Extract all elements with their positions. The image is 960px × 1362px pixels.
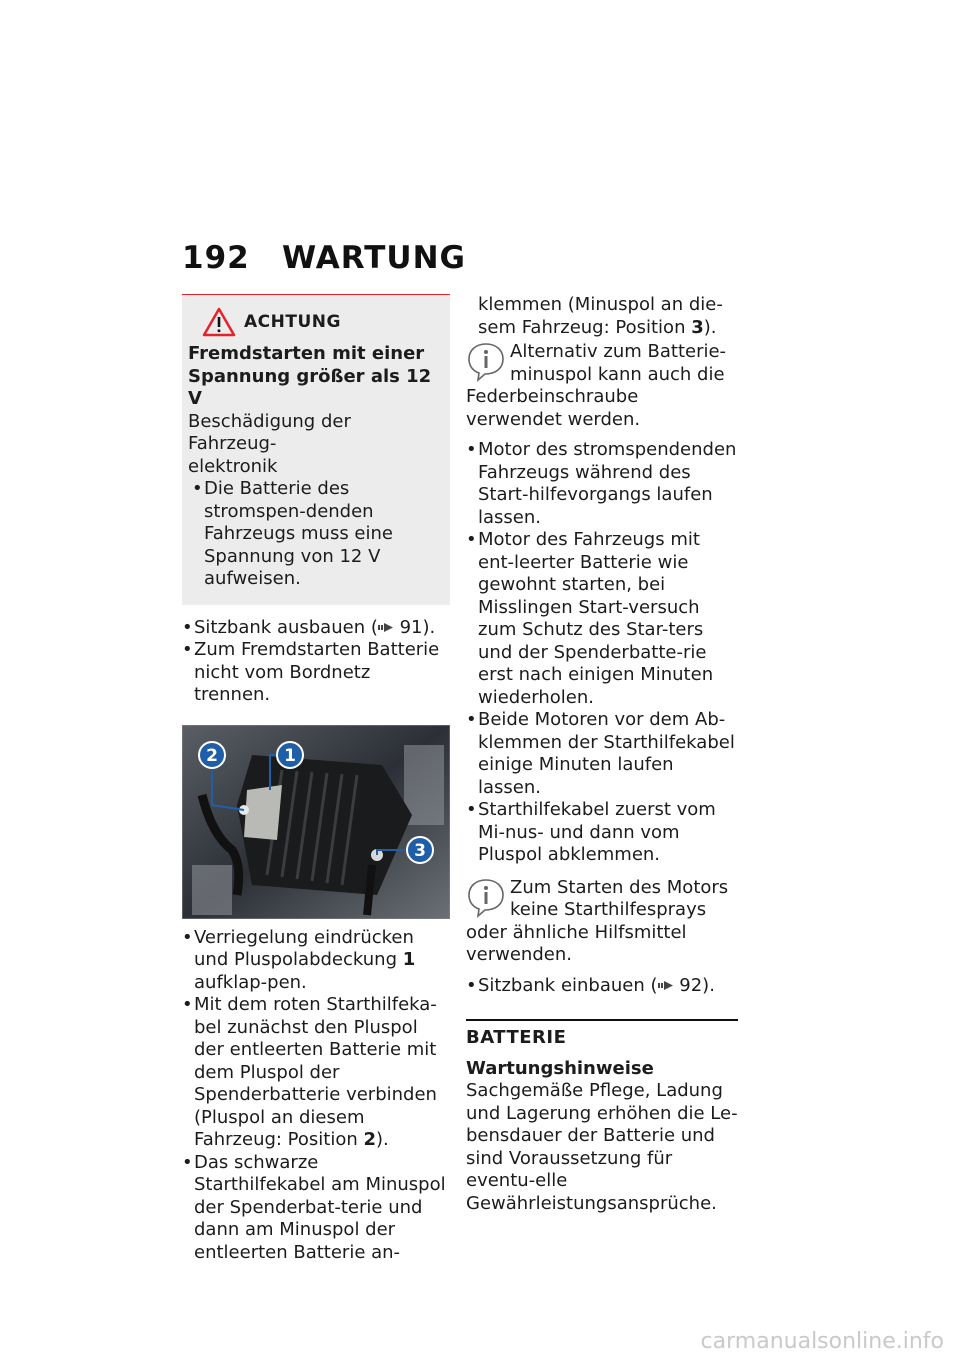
callout-label: 1 (284, 745, 296, 766)
left-column (182, 294, 450, 1264)
arrow-reference-icon (658, 980, 674, 991)
arrow-reference-icon (378, 622, 394, 633)
note-1 (466, 341, 738, 431)
note-2-text: Zum Starten des Motors keine Starthilfesprays oder ähnliche Hilfsmittel verwenden. (466, 876, 729, 965)
info-icon (466, 341, 506, 383)
note-1-text: Alternativ zum Batterie-minuspol kann auch die Federbeinschraube verwendet werden. (466, 341, 727, 430)
steps-list-4 (466, 975, 738, 998)
list-item: • Verriegelung eindrücken und Pluspolabdeckung 1 aufklap-pen. (182, 927, 450, 995)
continued-text: klemmen (Minuspol an die-sem Fahrzeug: Position 3). (478, 294, 723, 338)
warning-triangle-icon (202, 307, 236, 337)
list-item: • Sitzbank einbauen ( 92). (466, 975, 738, 998)
warning-headline-2: Spannung größer als 12 V (188, 365, 432, 409)
warning-bullet: • Die Batterie des stromspen-denden Fahrzeugs muss eine Spannung von 12 V aufweisen. (188, 478, 436, 591)
right-column (466, 294, 738, 1215)
list-item: • Mit dem roten Starthilfeka-bel zunächst den Pluspol der entleerten Batterie mit dem Pluspol der Spenderbatterie verbinden (Pluspol an diesem Fahrzeug: Position 2). (182, 994, 450, 1152)
section-divider (466, 1019, 738, 1023)
list-item: • Sitzbank ausbauen ( 91). (182, 617, 450, 640)
steps-list-2 (182, 927, 450, 1265)
page-number: 192 (182, 240, 250, 276)
warning-box (182, 294, 450, 605)
list-item: • Beide Motoren vor dem Ab-klemmen der Starthilfekabel einige Minuten laufen lassen. (466, 709, 738, 799)
warning-label: ACHTUNG (244, 311, 341, 332)
warning-header (202, 307, 436, 337)
list-item: • Starthilfekabel zuerst vom Mi-nus- und dann vom Pluspol abklemmen. (466, 799, 738, 867)
watermark: carmanualsonline.info (700, 1329, 944, 1354)
section-title: BATTERIE (466, 1027, 567, 1048)
list-item: • Zum Fremdstarten Batterie nicht vom Bordnetz trennen. (182, 639, 450, 707)
steps-list-1 (182, 617, 450, 707)
warning-text-1: Beschädigung der Fahrzeug- (188, 410, 351, 454)
note-2 (466, 877, 738, 967)
section-body: Sachgemäße Pflege, Ladung und Lagerung erhöhen die Le-bensdauer der Batterie und sind Voraussetzung für eventu-elle Gewährleistungsansprüche. (466, 1080, 738, 1214)
info-icon (466, 877, 506, 919)
list-item: • Das schwarze Starthilfekabel am Minuspol der Spenderbat-terie und dann am Minuspol der entleerten Batterie an- (182, 1152, 450, 1265)
list-item: • Motor des Fahrzeugs mit ent-leerter Batterie wie gewohnt starten, bei Misslingen Start-versuch zum Schutz des Star-ters und der Spenderbatte-rie erst nach einigen Minuten wiederholen. (466, 529, 738, 709)
battery-photo (182, 725, 450, 919)
callout-label: 3 (414, 840, 426, 861)
page-header (182, 240, 466, 276)
callout-label: 2 (206, 745, 218, 766)
warning-list (188, 478, 436, 591)
list-item: • Motor des stromspendenden Fahrzeugs während des Start-hilfevorgangs laufen lassen. (466, 439, 738, 529)
warning-headline-1: Fremdstarten mit einer (188, 343, 425, 364)
subsection-title: Wartungshinweise (466, 1057, 654, 1079)
steps-list-3 (466, 439, 738, 867)
chapter-title: WARTUNG (282, 240, 466, 276)
warning-text-2: elektronik (188, 455, 278, 477)
